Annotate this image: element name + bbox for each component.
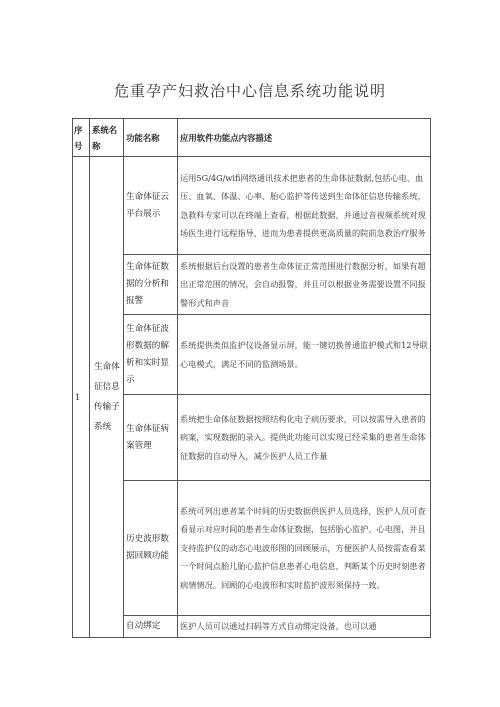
function-name-cell: 历史波形数据回顾功能 [124, 481, 178, 616]
table-row [73, 157, 431, 255]
description-cell: 系统把生命体征数据按照结构化电子病历要求，可以按需导入患者的病案，实现数据的录入。提供此功能可以实现已经采集的患者生命体征数据的自动导入，减少医护人员工作量 [178, 395, 431, 481]
function-name-cell: 生命体征病案管理 [124, 395, 178, 481]
description-cell: 运用5G/4G/wifi网络通讯技术把患者的生命体征数据,包括心电、血压、血氧、体温、心率、胎心监护等传送到生命体征信息传输系统，急救科专家可以在终端上查看，根据此数据，并通过音视频系统对现场医生进行远程指导，进而为患者提供更高质量的院前急救治疗服务 [178, 157, 431, 255]
table-row [73, 616, 431, 638]
page-title: 危重孕产妇救治中心信息系统功能说明 [113, 82, 386, 100]
description-cell: 医护人员可以通过扫码等方式自动绑定设备，也可以通 [178, 616, 431, 638]
table-row [73, 255, 431, 315]
function-name-cell: 生命体征云平台展示 [124, 157, 178, 255]
header-seq: 序号 [73, 119, 90, 157]
function-table [72, 118, 431, 638]
function-name-cell: 生命体征波形数据的解析和实时显示 [124, 315, 178, 395]
table-row [73, 395, 431, 481]
table-row [73, 481, 431, 616]
table-header-row [73, 119, 431, 157]
function-name-cell: 生命体征数据的分析和报警 [124, 255, 178, 315]
header-description: 应用软件功能点内容描述 [178, 119, 431, 157]
description-cell: 系统可列出患者某个时间的历史数据供医护人员选择，医护人员可查看显示对应时间的患者生命体征数据，包括胎心监护、心电图，并且支持监护仪的动态心电波形图的回顾展示，方便医护人员按需查看某一个时间点胎儿胎心监护信息患者心电信息，判断某个历史时刻患者病情情况。回顾的心电波形和实时监护波形须保持一致。 [178, 481, 431, 616]
row-number: 1 [73, 157, 90, 638]
system-name-cell: 生命体征信息传输子系统 [90, 157, 124, 638]
table-row [73, 315, 431, 395]
description-cell: 系统提供类似监护仪设备显示屏，能一键切换普通监护模式和12导联心电模式，满足不同的监测场景。 [178, 315, 431, 395]
header-function-name: 功能名称 [124, 119, 178, 157]
header-system-name: 系统名称 [90, 119, 124, 157]
function-name-cell: 自动绑定 [124, 616, 178, 638]
description-cell: 系统根据后台设置的患者生命体征正常范围进行数据分析，如果有超出正常范围的情况，会自动报警，并且可以根据业务需要设置不同报警形式和声音 [178, 255, 431, 315]
